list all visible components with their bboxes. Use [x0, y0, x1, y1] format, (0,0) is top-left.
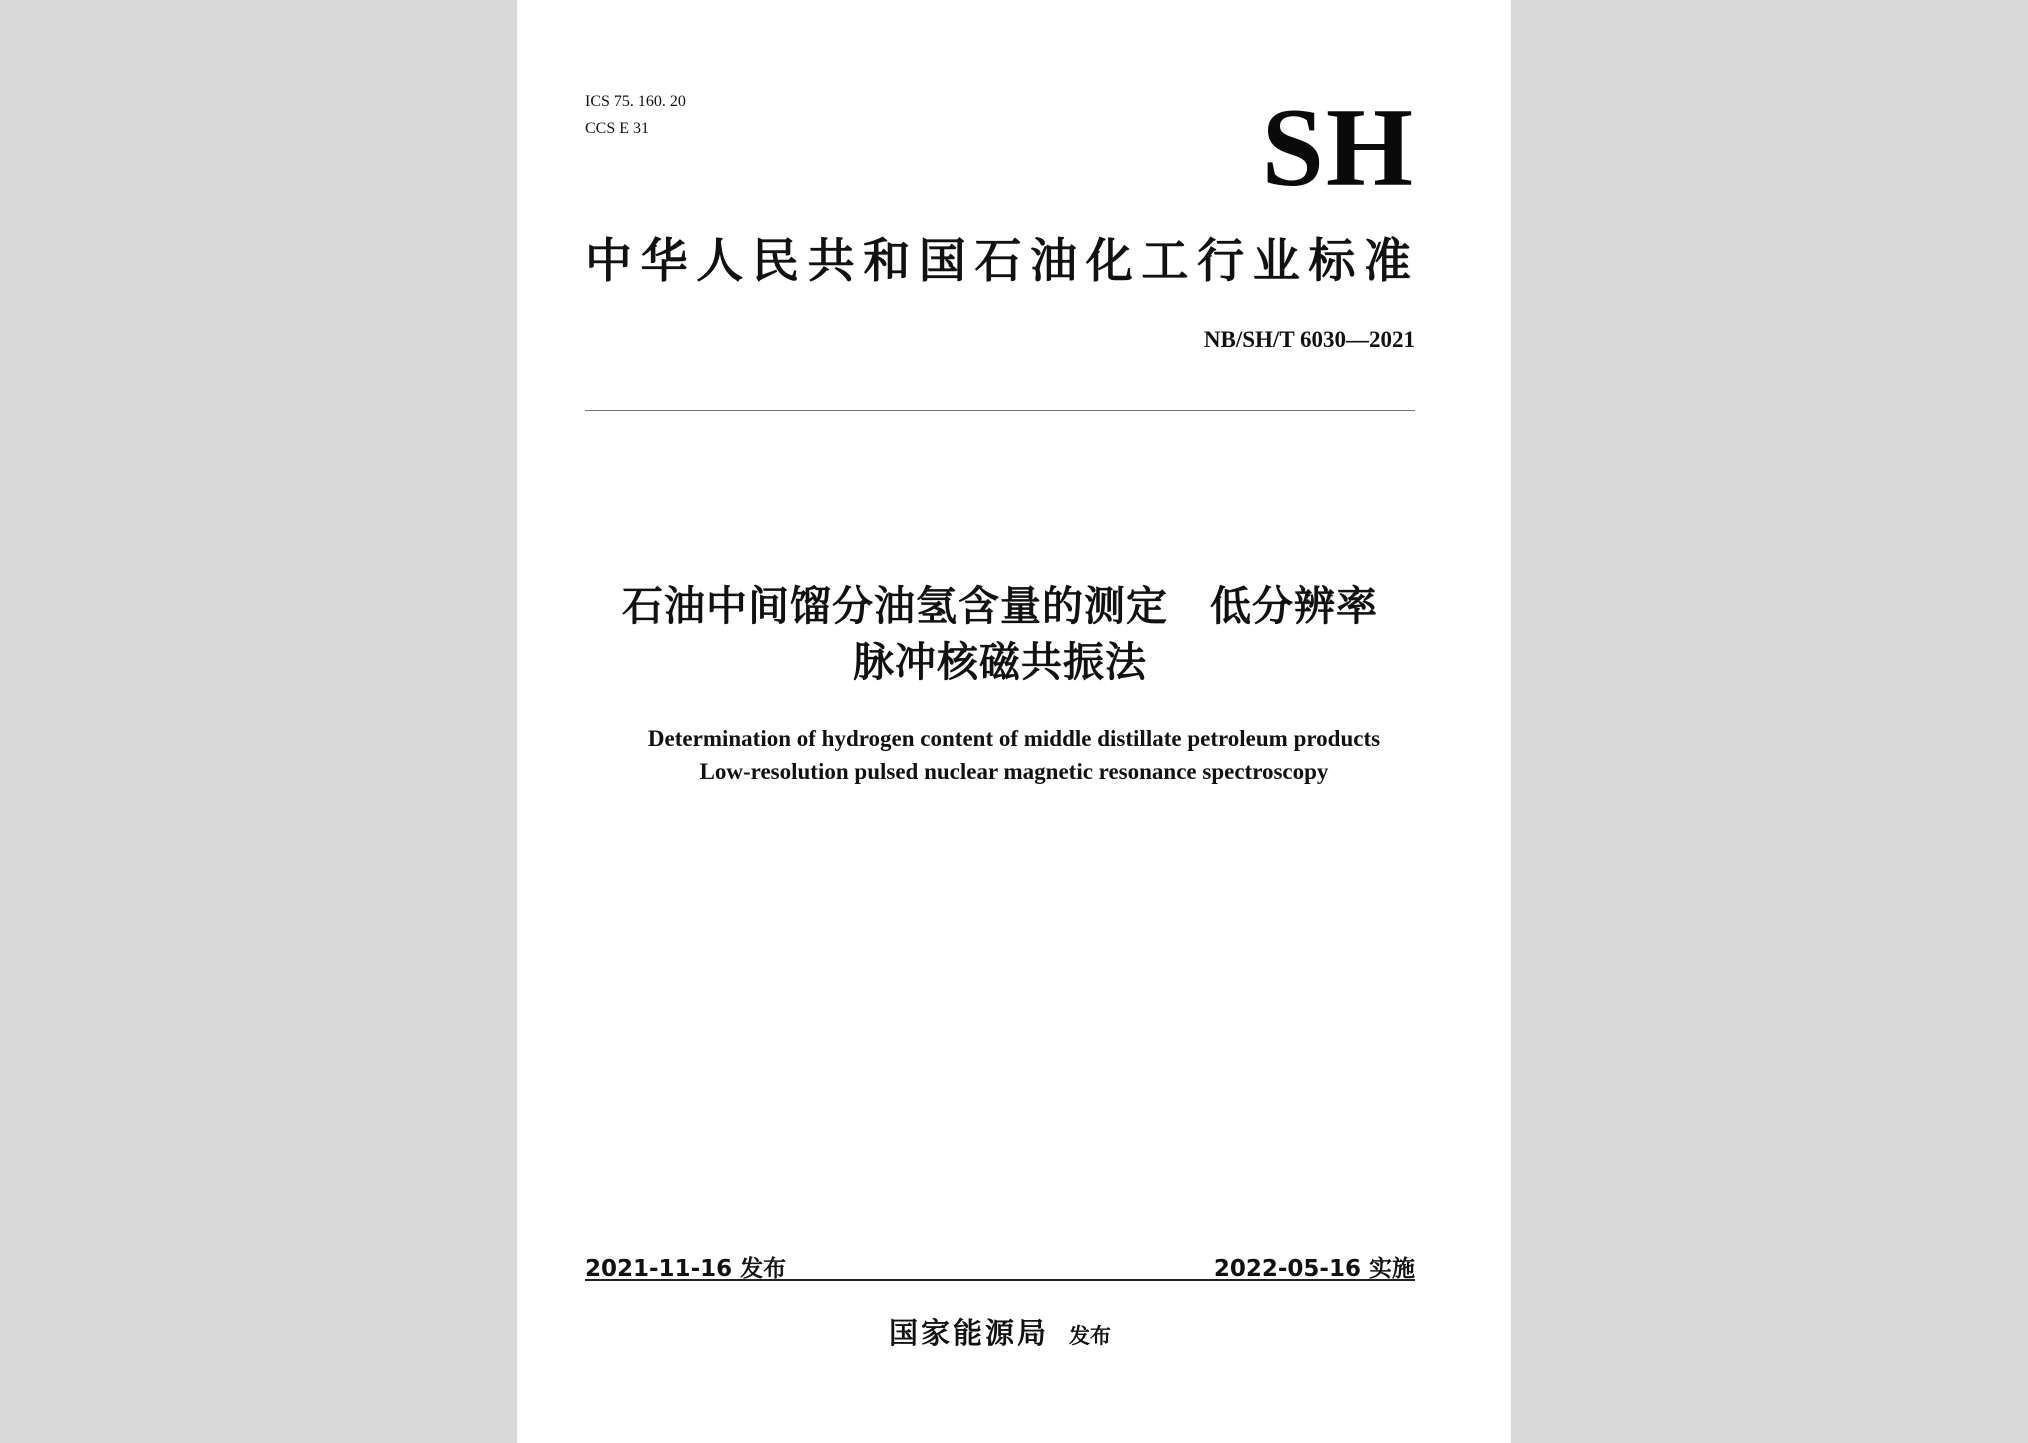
issue-date: 2021-11-16 发布 — [585, 1256, 787, 1282]
standard-title: 中华人民共和国石油化工行业标准 — [585, 234, 1415, 289]
english-title-line-2: Low-resolution pulsed nuclear magnetic resonance spectroscopy — [699, 759, 1329, 784]
publisher-suffix: 发布 — [1069, 1324, 1111, 1348]
publisher-name: 国家能源局 — [888, 1316, 1049, 1350]
document-page — [517, 0, 1511, 1443]
header-divider — [585, 410, 1415, 411]
classification-codes — [585, 88, 686, 142]
chinese-title-line-2: 脉冲核磁共振法 — [853, 638, 1147, 686]
implementation-date: 2022-05-16 实施 — [1213, 1256, 1415, 1282]
english-title-line-1: Determination of hydrogen content of middle distillate petroleum products — [647, 726, 1381, 751]
chinese-title-line-1: 石油中间馏分油氢含量的测定 低分辨率 — [622, 582, 1378, 630]
publisher — [585, 1311, 1415, 1352]
standard-number: NB/SH/T 6030—2021 — [1203, 327, 1415, 352]
english-title — [557, 722, 1471, 788]
ccs-code: CCS E 31 — [585, 120, 650, 137]
sh-logo: SH — [1261, 86, 1415, 210]
ics-code: ICS 75. 160. 20 — [585, 93, 686, 110]
chinese-title — [585, 578, 1415, 690]
footer-divider — [585, 1279, 1415, 1281]
